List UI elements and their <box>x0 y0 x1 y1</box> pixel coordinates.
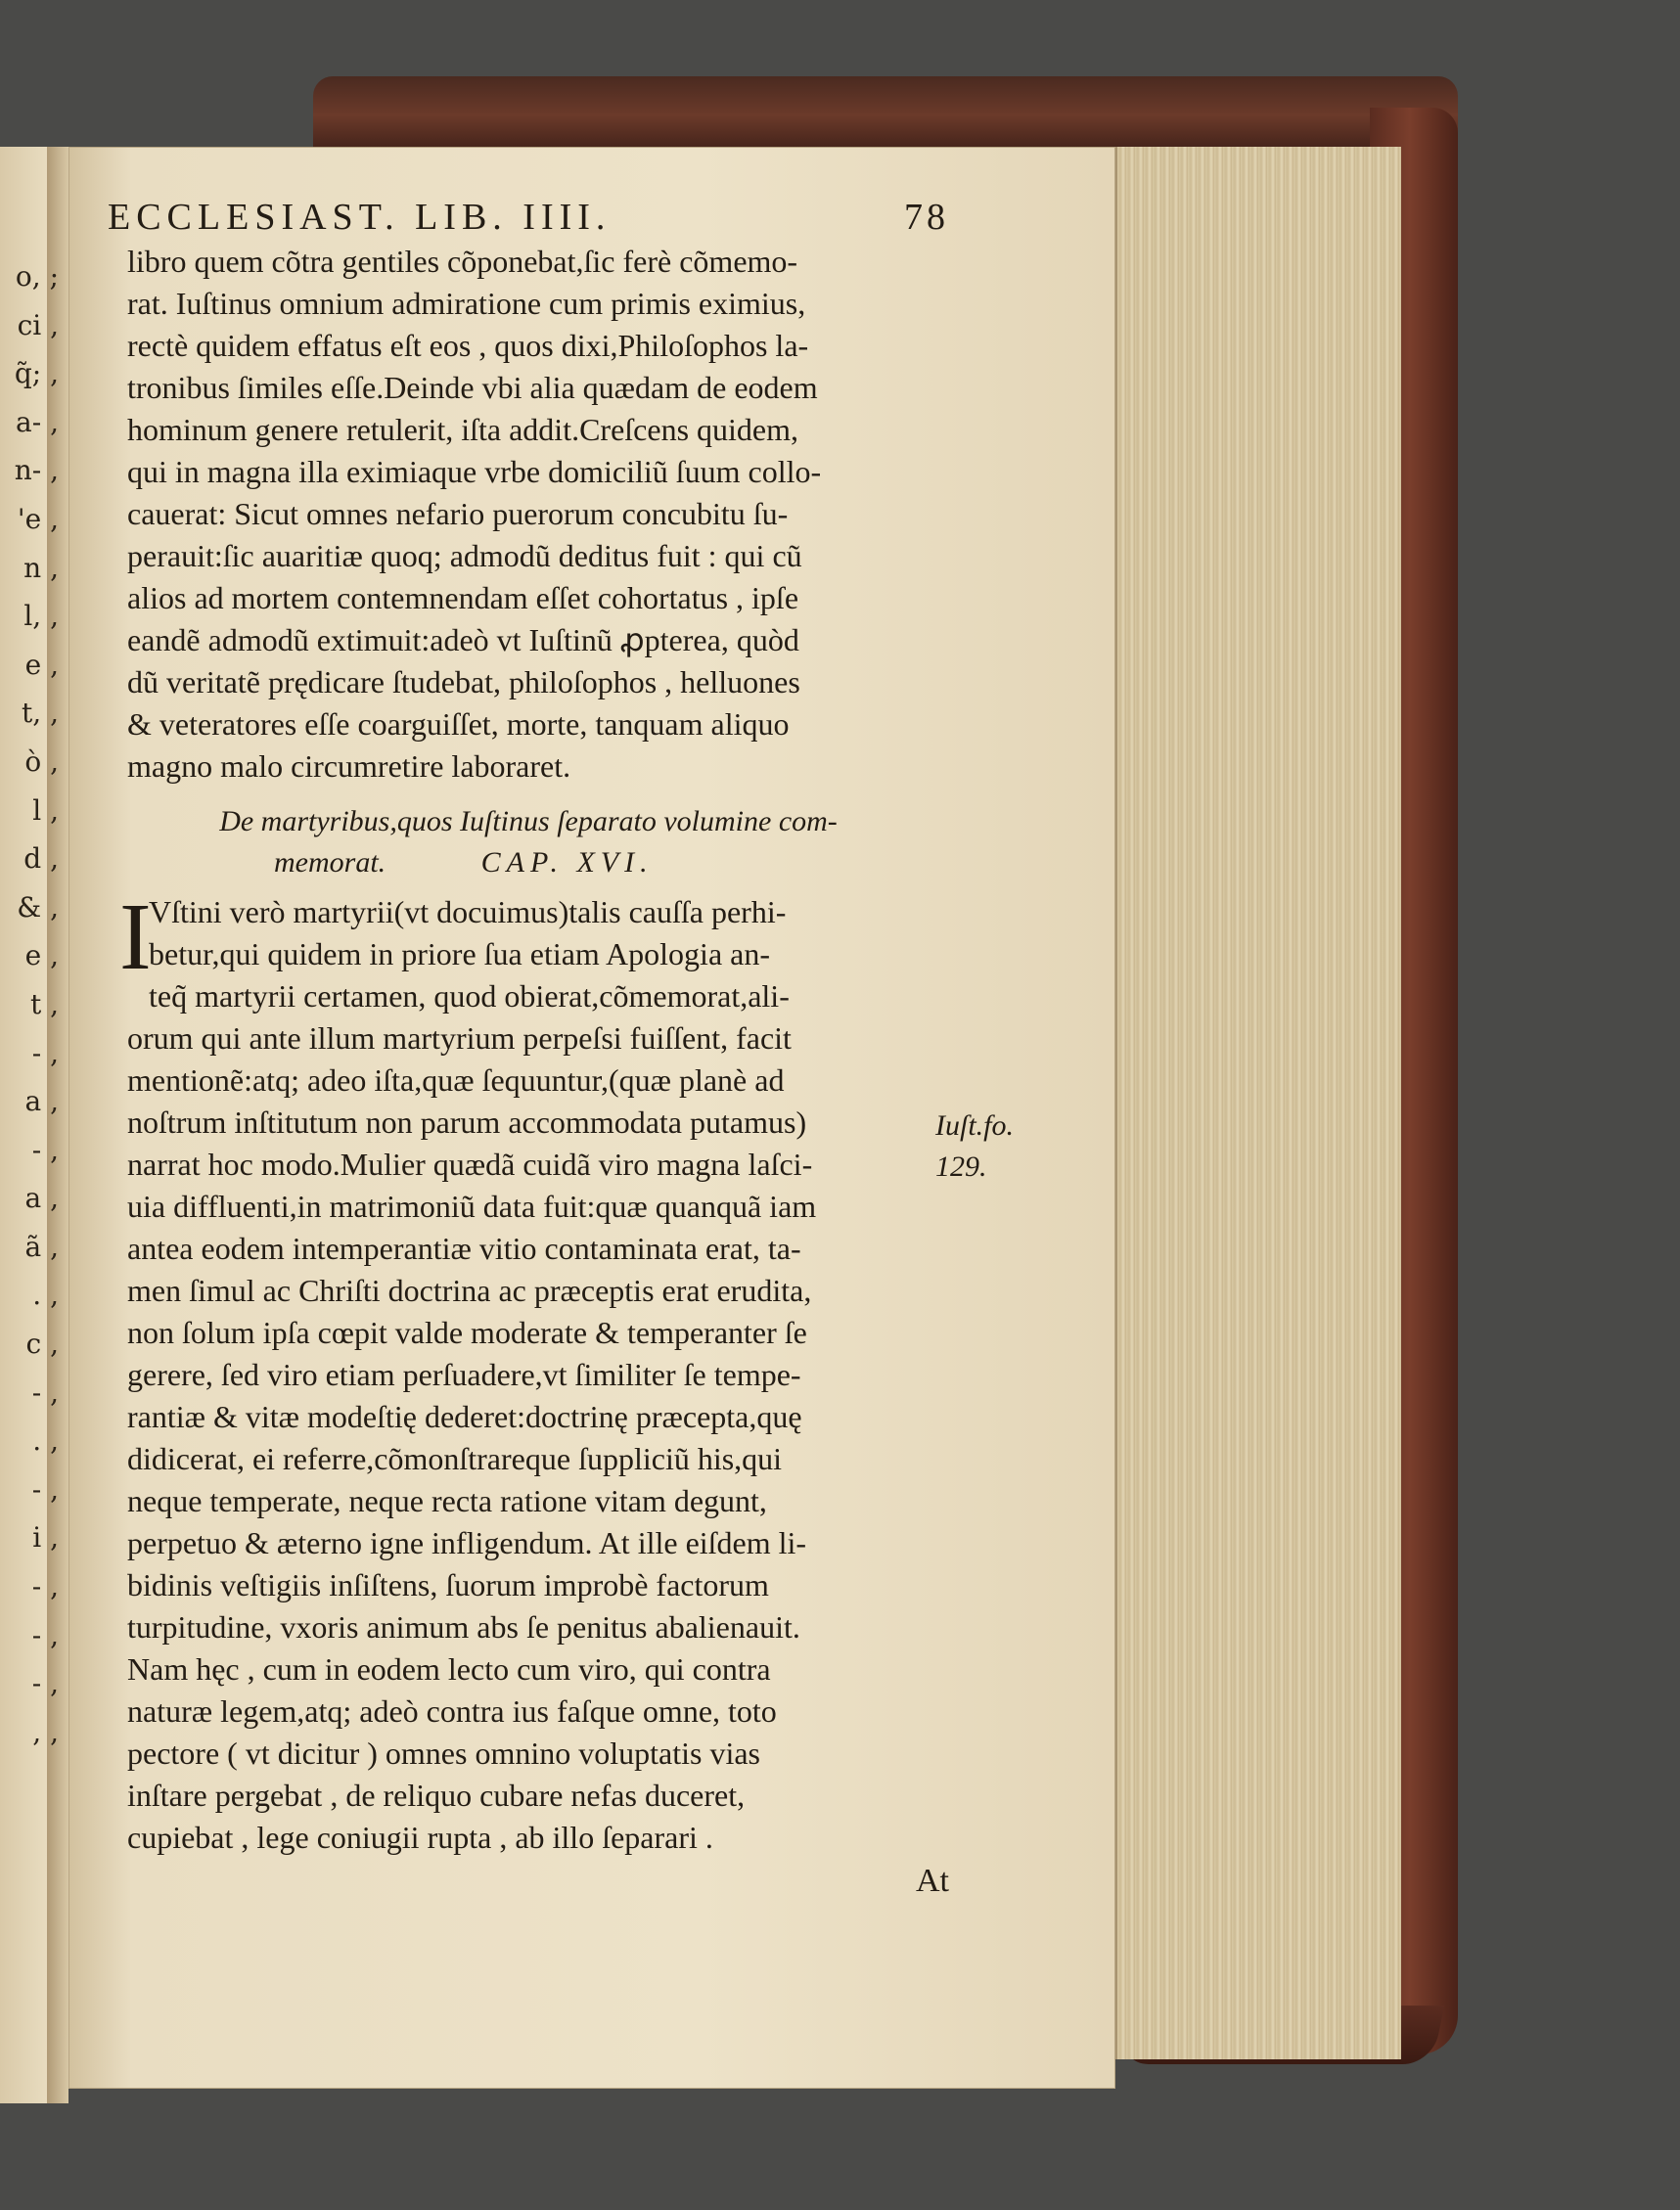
text-line: men ſimul ac Chriſti doctrina ac præceptis erat erudita, <box>127 1273 812 1308</box>
text-line: tronibus ſimiles eſſe.Deinde vbi alia quædam de eodem <box>127 370 818 405</box>
text-line: pectore ( vt dicitur ) omnes omnino voluptatis vias <box>127 1736 760 1771</box>
chapter-title-word: memorat. <box>274 846 386 879</box>
marginal-note <box>935 1105 1014 1188</box>
text-line: orum qui ante illum martyrium perpeſsi fuiſſent, facit <box>127 1020 792 1056</box>
page-text <box>108 196 949 1904</box>
text-line: Nam hęc , cum in eodem lecto cum viro, qui contra <box>127 1651 771 1687</box>
page-fore-edge <box>1115 147 1401 2059</box>
marginal-note-line-2: 129. <box>935 1150 987 1183</box>
text-line: uia diffluenti,in matrimoniũ data fuit:quæ quanquã iam <box>127 1189 817 1224</box>
text-line: perauit:ſic auaritiæ quoq; admodũ deditus fuit : qui cũ <box>127 538 802 573</box>
marginal-note-line-1: Iuſt.fo. <box>935 1109 1014 1142</box>
text-line: dũ veritatẽ prędicare ſtudebat, philoſophos , helluones <box>127 664 800 699</box>
text-line: bidinis veſtigiis inſiſtens, ſuorum improbè factorum <box>127 1567 769 1602</box>
text-line: cauerat: Sicut omnes nefario puerorum concubitu ſu- <box>127 496 789 531</box>
text-line: non ſolum ipſa cœpit valde moderate & temperanter ſe <box>127 1315 807 1350</box>
text-line: hominum genere retulerit, iſta addit.Creſcens quidem, <box>127 412 799 447</box>
folio-number: 78 <box>904 197 949 238</box>
text-line: antea eodem intemperantiæ vitio contaminata erat, ta- <box>127 1231 801 1266</box>
text-line: noſtrum inſtitutum non parum accommodata putamus) <box>127 1105 807 1140</box>
text-line: teq̃ martyrii certamen, quod obierat,cõmemorat,ali- <box>149 978 790 1014</box>
chapter-title-line-2 <box>108 842 949 883</box>
text-line: rantiæ & vitæ modeſtię dederet:doctrinę præcepta,quę <box>127 1399 802 1434</box>
text-line: mentionẽ:atq; adeo iſta,quæ ſequuntur,(quæ planè ad <box>127 1062 785 1098</box>
text-line: qui in magna illa eximiaque vrbe domiciliũ ſuum collo- <box>127 454 822 489</box>
text-line: magno malo circumretire laboraret. <box>127 748 571 784</box>
text-line: didicerat, ei referre,cõmonſtrareque ſuppliciũ his,qui <box>127 1441 783 1476</box>
chapter-title-line-1: De martyribus,quos Iuſtinus ſeparato volumine com- <box>219 805 838 837</box>
chapter-number: CAP. XVI. <box>480 846 654 879</box>
text-line: libro quem cõtra gentiles cõponebat,ſic ferè cõmemo- <box>127 244 798 279</box>
paragraph-1 <box>108 241 949 788</box>
text-line: betur,qui quidem in priore ſua etiam Apologia an- <box>149 936 770 971</box>
text-line: gerere, ſed viro etiam perſuadere,vt ſimiliter ſe tempe- <box>127 1357 801 1392</box>
text-line: perpetuo & æterno igne infligendum. At ille eiſdem li- <box>127 1525 807 1560</box>
text-line: rat. Iuſtinus omnium admiratione cum primis eximius, <box>127 286 806 321</box>
text-line: Vſtini verò martyrii(vt docuimus)talis cauſſa perhi- <box>149 894 787 929</box>
book-cover-top <box>313 76 1458 155</box>
paragraph-2-lines <box>108 884 949 1859</box>
text-line: inſtare pergebat , de reliquo cubare nefas duceret, <box>127 1778 746 1813</box>
text-line: turpitudine, vxoris animum abs ſe penitus abalienauit. <box>127 1609 800 1645</box>
text-line: neque temperate, neque recta ratione vitam degunt, <box>127 1483 767 1518</box>
text-line: rectè quidem effatus eſt eos , quos dixi,Philoſophos la- <box>127 328 809 363</box>
text-line: & veteratores eſſe coarguiſſet, morte, tanquam aliquo <box>127 706 790 742</box>
catchword: At <box>916 1863 949 1899</box>
drop-capital: I <box>119 884 152 990</box>
paragraph-2 <box>108 884 949 1859</box>
text-line: eandẽ admodũ extimuit:adeò vt Iuſtinũ ꝓpterea, quòd <box>127 622 799 657</box>
text-line: naturæ legem,atq; adeò contra ius faſque omne, toto <box>127 1693 777 1729</box>
text-line: alios ad mortem contemnendam eſſet cohortatus , ipſe <box>127 580 799 615</box>
text-line: narrat hoc modo.Mulier quædã cuidã viro magna laſci- <box>127 1147 813 1182</box>
text-line: cupiebat , lege coniugii rupta , ab illo ſeparari . <box>127 1820 713 1855</box>
left-page-fragments: o, ; ci , q̃; , a- , n- , 'e , n , l, , e , t, , ò , l , d , & , e , t , - , a , - , a , ã , . , c , - , . , - , i , - , - , - , , , <box>14 260 59 1748</box>
running-header <box>108 196 949 239</box>
running-title: ECCLESIAST. LIB. IIII. <box>108 197 612 238</box>
